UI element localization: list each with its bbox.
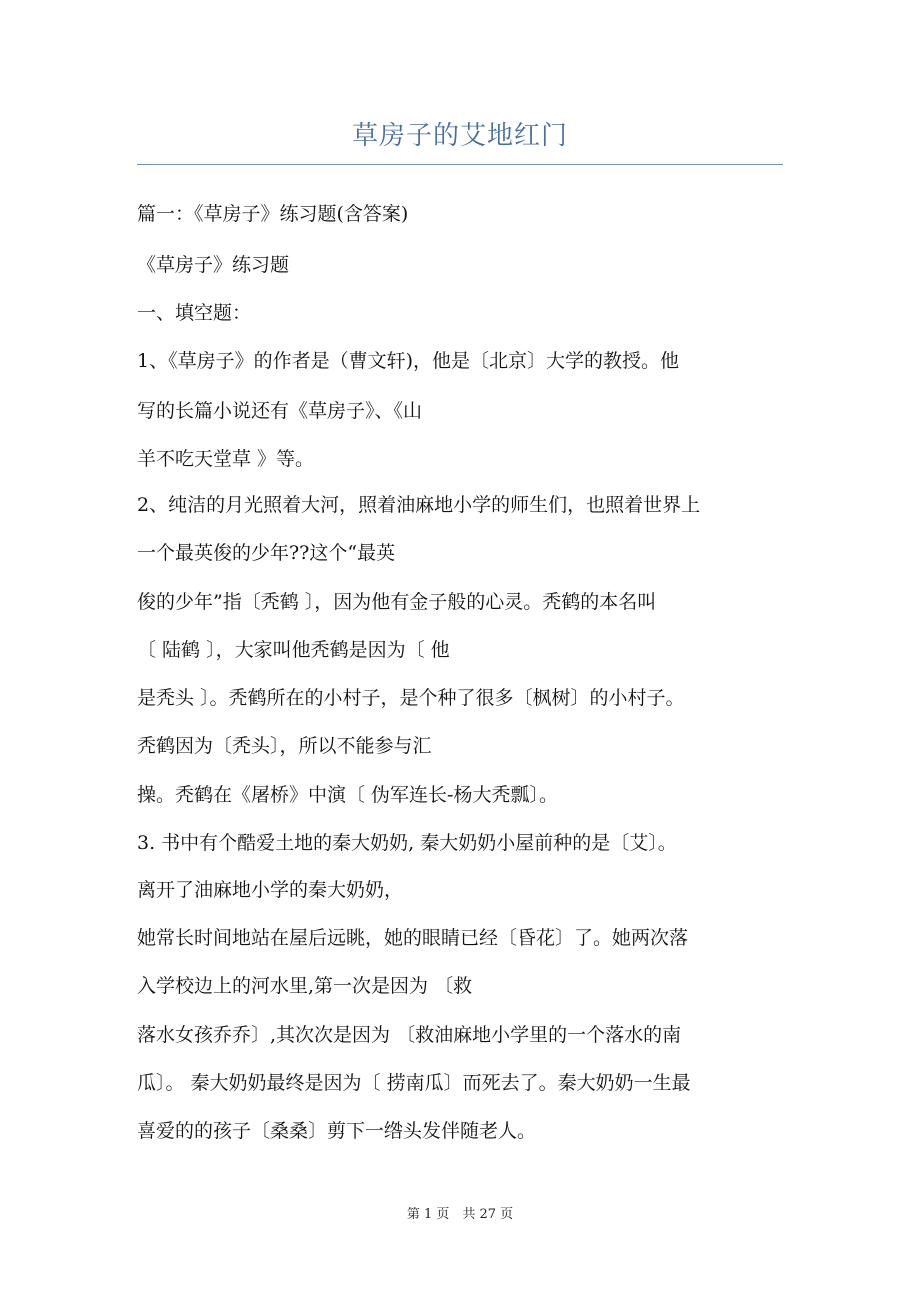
text-line: 入学校边上的河水里,第一次是因为 〔救 xyxy=(137,975,473,997)
title-divider xyxy=(137,164,783,165)
text-line: 篇一：《草房子》练习题(含答案) xyxy=(137,203,409,225)
text-line: 一个最英俊的少年??这个“最英 xyxy=(137,542,396,564)
text-line: 瓜〕。 秦大奶奶最终是因为〔 捞南瓜〕而死去了。秦大奶奶一生最 xyxy=(137,1072,691,1094)
text-line: 《草房子》练习题 xyxy=(137,254,290,276)
text-line: 3. 书中有个酷爱土地的秦大奶奶, 秦大奶奶小屋前种的是〔艾〕。 xyxy=(137,832,677,854)
text-line: 一、填空题： xyxy=(137,302,252,324)
text-line: 〔 陆鹤 〕，大家叫他秃鹤是因为〔 他 xyxy=(137,639,450,661)
text-line: 2、纯洁的月光照着大河，照着油麻地小学的师生们，也照着世界上 xyxy=(137,494,701,516)
text-line: 俊的少年”指〔秃鹤 〕，因为他有金子般的心灵。秃鹤的本名叫 xyxy=(137,591,657,613)
text-line: 操。秃鹤在《屠桥》中演〔 伪军连长-杨大秃瓢〕。 xyxy=(137,784,558,806)
text-line: 是秃头 〕。秃鹤所在的小村子，是个种了很多〔枫树〕的小村子。 xyxy=(137,687,685,709)
text-line: 她常长时间地站在屋后远眺，她的眼睛已经〔昏花〕了。她两次落 xyxy=(137,927,689,949)
text-line: 写的长篇小说还有《草房子》、《山 xyxy=(137,400,423,422)
text-line: 落水女孩乔乔〕,其次次是因为 〔救油麻地小学里的一个落水的南 xyxy=(137,1024,682,1046)
text-line: 喜爱的的孩子〔桑桑〕剪下一绺头发伴随老人。 xyxy=(137,1120,537,1142)
text-line: 羊不吃天堂草 》等。 xyxy=(137,448,315,470)
page-number: 第 1 页 共 27 页 xyxy=(406,1207,514,1222)
text-line: 1、《草房子》的作者是（曹文轩)，他是〔北京〕大学的教授。他 xyxy=(137,350,680,372)
text-line: 离开了油麻地小学的秦大奶奶， xyxy=(137,879,404,901)
document-title: 草房子的艾地红门 xyxy=(351,121,568,151)
text-line: 秃鹤因为〔秃头〕，所以不能参与汇 xyxy=(137,735,432,757)
